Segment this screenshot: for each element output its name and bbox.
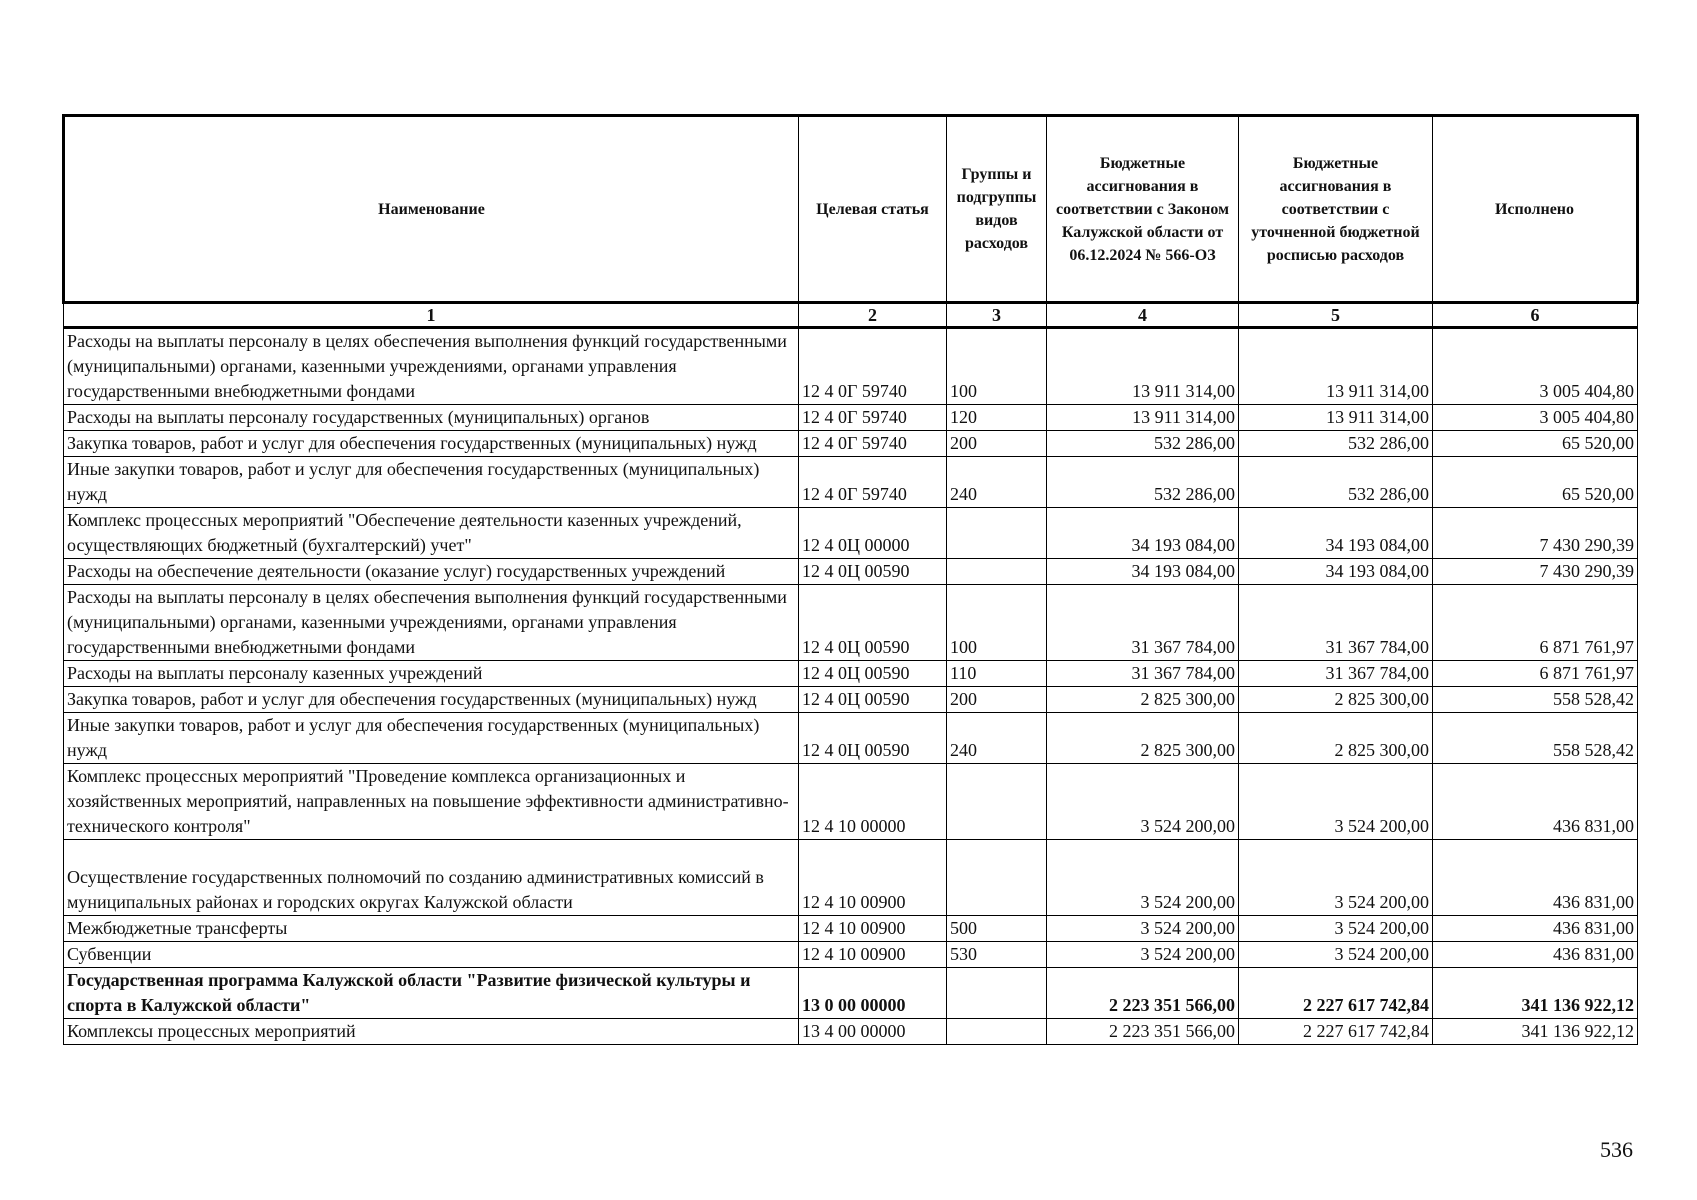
column-number: 3 xyxy=(947,303,1047,328)
row-refined-amount: 31 367 784,00 xyxy=(1239,585,1433,661)
row-law-amount: 2 223 351 566,00 xyxy=(1047,1019,1239,1045)
row-refined-amount: 3 524 200,00 xyxy=(1239,942,1433,968)
row-target-article: 12 4 10 00900 xyxy=(799,942,947,968)
row-executed-amount: 558 528,42 xyxy=(1433,713,1638,764)
row-target-article: 12 4 0Ц 00590 xyxy=(799,585,947,661)
row-name: Субвенции xyxy=(64,942,799,968)
row-target-article: 12 4 0Ц 00590 xyxy=(799,713,947,764)
row-refined-amount: 2 825 300,00 xyxy=(1239,687,1433,713)
row-target-article: 12 4 0Ц 00590 xyxy=(799,661,947,687)
row-executed-amount: 3 005 404,80 xyxy=(1433,328,1638,405)
row-name: Осуществление государственных полномочий по созданию административных комиссий в муниципальных районах и городских округах Калужской области xyxy=(64,840,799,916)
row-expense-group: 100 xyxy=(947,585,1047,661)
header-refined-allocations: Бюджетные ассигнования в соответствии с уточненной бюджетной росписью расходов xyxy=(1239,116,1433,303)
column-number: 4 xyxy=(1047,303,1239,328)
table-row xyxy=(64,405,1638,431)
row-refined-amount: 13 911 314,00 xyxy=(1239,405,1433,431)
row-name: Закупка товаров, работ и услуг для обеспечения государственных (муниципальных) нужд xyxy=(64,687,799,713)
row-name: Комплекс процессных мероприятий "Обеспечение деятельности казенных учреждений, осуществляющих бюджетный (бухгалтерский) учет" xyxy=(64,508,799,559)
row-executed-amount: 436 831,00 xyxy=(1433,764,1638,840)
row-expense-group xyxy=(947,559,1047,585)
column-number: 6 xyxy=(1433,303,1638,328)
table-row xyxy=(64,508,1638,559)
page-number: 536 xyxy=(1600,1137,1633,1162)
row-expense-group: 120 xyxy=(947,405,1047,431)
row-expense-group xyxy=(947,968,1047,1019)
row-refined-amount: 532 286,00 xyxy=(1239,431,1433,457)
row-law-amount: 34 193 084,00 xyxy=(1047,508,1239,559)
header-name: Наименование xyxy=(64,116,799,303)
row-expense-group xyxy=(947,508,1047,559)
row-expense-group xyxy=(947,764,1047,840)
row-target-article: 12 4 0Г 59740 xyxy=(799,431,947,457)
row-executed-amount: 436 831,00 xyxy=(1433,916,1638,942)
row-executed-amount: 7 430 290,39 xyxy=(1433,559,1638,585)
table-row xyxy=(64,661,1638,687)
row-law-amount: 31 367 784,00 xyxy=(1047,585,1239,661)
table-row xyxy=(64,687,1638,713)
row-refined-amount: 3 524 200,00 xyxy=(1239,840,1433,916)
row-law-amount: 3 524 200,00 xyxy=(1047,942,1239,968)
row-target-article: 13 0 00 00000 xyxy=(799,968,947,1019)
header-law-allocations: Бюджетные ассигнования в соответствии с Законом Калужской области от 06.12.2024 № 566-ОЗ xyxy=(1047,116,1239,303)
row-executed-amount: 7 430 290,39 xyxy=(1433,508,1638,559)
row-law-amount: 2 223 351 566,00 xyxy=(1047,968,1239,1019)
row-executed-amount: 3 005 404,80 xyxy=(1433,405,1638,431)
row-target-article: 12 4 0Ц 00590 xyxy=(799,687,947,713)
row-executed-amount: 341 136 922,12 xyxy=(1433,968,1638,1019)
table-row xyxy=(64,764,1638,840)
row-executed-amount: 558 528,42 xyxy=(1433,687,1638,713)
table-row xyxy=(64,431,1638,457)
row-name: Комплекс процессных мероприятий "Проведение комплекса организационных и хозяйственных мероприятий, направленных на повышение эффективности административно-технического контроля" xyxy=(64,764,799,840)
row-expense-group: 100 xyxy=(947,328,1047,405)
table-row xyxy=(64,585,1638,661)
row-executed-amount: 65 520,00 xyxy=(1433,457,1638,508)
row-refined-amount: 2 825 300,00 xyxy=(1239,713,1433,764)
row-law-amount: 532 286,00 xyxy=(1047,431,1239,457)
row-name: Межбюджетные трансферты xyxy=(64,916,799,942)
row-law-amount: 3 524 200,00 xyxy=(1047,916,1239,942)
table-row xyxy=(64,328,1638,405)
row-target-article: 12 4 0Г 59740 xyxy=(799,328,947,405)
row-refined-amount: 34 193 084,00 xyxy=(1239,508,1433,559)
row-name: Расходы на выплаты персоналу в целях обеспечения выполнения функций государственными (муниципальными) органами, казенными учреждениями, органами управления государственными внебюджетными фондами xyxy=(64,585,799,661)
header-target-article: Целевая статья xyxy=(799,116,947,303)
row-name: Расходы на обеспечение деятельности (оказание услуг) государственных учреждений xyxy=(64,559,799,585)
row-executed-amount: 436 831,00 xyxy=(1433,942,1638,968)
row-name: Расходы на выплаты персоналу в целях обеспечения выполнения функций государственными (муниципальными) органами, казенными учреждениями, органами управления государственными внебюджетными фондами xyxy=(64,328,799,405)
budget-table xyxy=(62,114,1639,1045)
row-expense-group: 240 xyxy=(947,457,1047,508)
row-target-article: 12 4 0Г 59740 xyxy=(799,457,947,508)
row-expense-group: 530 xyxy=(947,942,1047,968)
row-expense-group: 500 xyxy=(947,916,1047,942)
table-row-program-total xyxy=(64,968,1638,1019)
row-executed-amount: 341 136 922,12 xyxy=(1433,1019,1638,1045)
table-row xyxy=(64,457,1638,508)
row-target-article: 12 4 0Г 59740 xyxy=(799,405,947,431)
row-refined-amount: 34 193 084,00 xyxy=(1239,559,1433,585)
row-law-amount: 34 193 084,00 xyxy=(1047,559,1239,585)
row-executed-amount: 6 871 761,97 xyxy=(1433,585,1638,661)
column-number: 1 xyxy=(64,303,799,328)
row-law-amount: 2 825 300,00 xyxy=(1047,687,1239,713)
row-refined-amount: 3 524 200,00 xyxy=(1239,764,1433,840)
row-target-article: 12 4 0Ц 00590 xyxy=(799,559,947,585)
row-expense-group xyxy=(947,840,1047,916)
row-name: Иные закупки товаров, работ и услуг для обеспечения государственных (муниципальных) нужд xyxy=(64,713,799,764)
table-row xyxy=(64,840,1638,916)
table-row xyxy=(64,713,1638,764)
row-refined-amount: 3 524 200,00 xyxy=(1239,916,1433,942)
row-target-article: 12 4 10 00900 xyxy=(799,916,947,942)
table-row xyxy=(64,1019,1638,1045)
row-law-amount: 3 524 200,00 xyxy=(1047,764,1239,840)
row-target-article: 12 4 10 00000 xyxy=(799,764,947,840)
table-header-row xyxy=(64,116,1638,303)
header-executed: Исполнено xyxy=(1433,116,1638,303)
row-name: Комплексы процессных мероприятий xyxy=(64,1019,799,1045)
row-name: Иные закупки товаров, работ и услуг для обеспечения государственных (муниципальных) нужд xyxy=(64,457,799,508)
row-executed-amount: 6 871 761,97 xyxy=(1433,661,1638,687)
row-name: Закупка товаров, работ и услуг для обеспечения государственных (муниципальных) нужд xyxy=(64,431,799,457)
row-law-amount: 3 524 200,00 xyxy=(1047,840,1239,916)
table-row xyxy=(64,942,1638,968)
header-expense-groups: Группы и подгруппы видов расходов xyxy=(947,116,1047,303)
column-number-row xyxy=(64,303,1638,328)
row-executed-amount: 436 831,00 xyxy=(1433,840,1638,916)
column-number: 2 xyxy=(799,303,947,328)
row-target-article: 12 4 10 00900 xyxy=(799,840,947,916)
row-law-amount: 2 825 300,00 xyxy=(1047,713,1239,764)
row-name: Расходы на выплаты персоналу казенных учреждений xyxy=(64,661,799,687)
row-law-amount: 532 286,00 xyxy=(1047,457,1239,508)
row-refined-amount: 2 227 617 742,84 xyxy=(1239,968,1433,1019)
table-row xyxy=(64,559,1638,585)
row-law-amount: 31 367 784,00 xyxy=(1047,661,1239,687)
row-refined-amount: 31 367 784,00 xyxy=(1239,661,1433,687)
row-name: Государственная программа Калужской области "Развитие физической культуры и спорта в Калужской области" xyxy=(64,968,799,1019)
row-refined-amount: 532 286,00 xyxy=(1239,457,1433,508)
row-expense-group: 200 xyxy=(947,431,1047,457)
row-refined-amount: 13 911 314,00 xyxy=(1239,328,1433,405)
row-target-article: 12 4 0Ц 00000 xyxy=(799,508,947,559)
row-law-amount: 13 911 314,00 xyxy=(1047,328,1239,405)
row-executed-amount: 65 520,00 xyxy=(1433,431,1638,457)
row-expense-group xyxy=(947,1019,1047,1045)
table-row xyxy=(64,916,1638,942)
row-expense-group: 240 xyxy=(947,713,1047,764)
column-number: 5 xyxy=(1239,303,1433,328)
row-target-article: 13 4 00 00000 xyxy=(799,1019,947,1045)
row-law-amount: 13 911 314,00 xyxy=(1047,405,1239,431)
row-expense-group: 110 xyxy=(947,661,1047,687)
row-name: Расходы на выплаты персоналу государственных (муниципальных) органов xyxy=(64,405,799,431)
row-refined-amount: 2 227 617 742,84 xyxy=(1239,1019,1433,1045)
row-expense-group: 200 xyxy=(947,687,1047,713)
